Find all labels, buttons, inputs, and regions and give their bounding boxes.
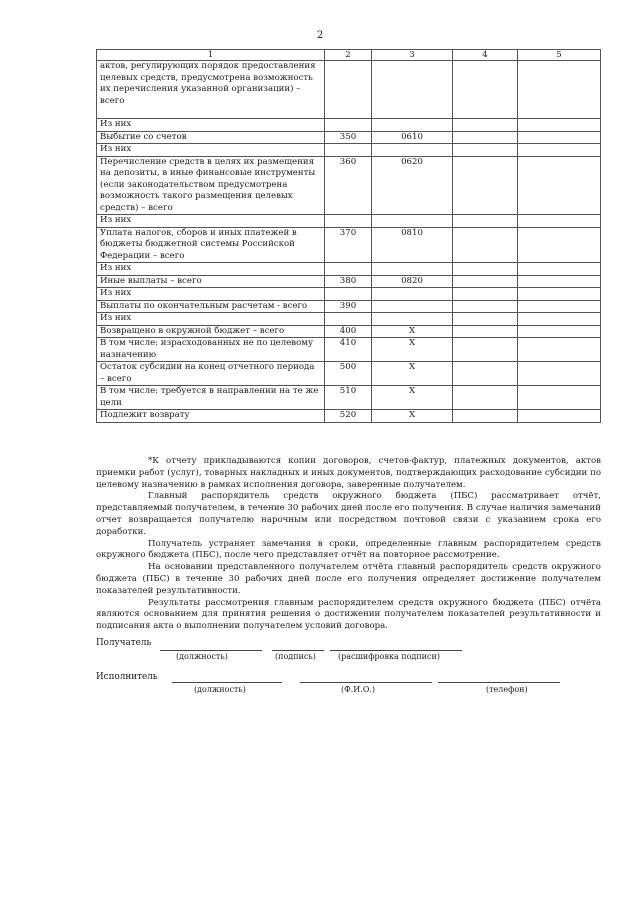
recipient-signature-caption: (подпись) (275, 652, 316, 661)
recipient-position-caption: (должность) (176, 652, 228, 661)
executor-phone-caption: (телефон) (486, 685, 528, 694)
report-table (96, 49, 601, 423)
row-name: Из них (97, 313, 325, 326)
row-line-code: 500 (325, 362, 372, 386)
row-value-5 (518, 362, 601, 386)
table-row (97, 144, 601, 157)
row-line-code (325, 119, 372, 132)
table-row (97, 410, 601, 423)
row-value-4 (453, 300, 518, 313)
row-value-5 (518, 156, 601, 215)
table-row (97, 288, 601, 301)
row-value-4 (453, 156, 518, 215)
row-name: Из них (97, 263, 325, 276)
row-value-5 (518, 410, 601, 423)
row-value-4 (453, 227, 518, 263)
executor-label: Исполнитель (96, 672, 158, 682)
row-name: Подлежит возврату (97, 410, 325, 423)
row-value-5 (518, 338, 601, 362)
row-value-5 (518, 288, 601, 301)
table-row (97, 362, 601, 386)
executor-position-caption: (должность) (194, 685, 246, 694)
row-line-code (325, 288, 372, 301)
header-col-2: 2 (325, 50, 372, 61)
row-name: Выбытие со счетов (97, 131, 325, 144)
row-kosgu-code: 0610 (372, 131, 453, 144)
table-row (97, 386, 601, 410)
table-header-row (97, 50, 601, 61)
row-name: Остаток субсидии на конец отчетного периода – всего (97, 362, 325, 386)
note-assessment: На основании представленного получателем отчёта главный распорядитель средств окружного бюджета (ПБС) в течение 30 рабочих дней после его получения определяет достижение получателем показателей результативности. (96, 562, 601, 596)
row-line-code: 410 (325, 338, 372, 362)
row-kosgu-code (372, 119, 453, 132)
row-line-code (325, 144, 372, 157)
row-line-code: 520 (325, 410, 372, 423)
row-kosgu-code: X (372, 410, 453, 423)
table-row (97, 215, 601, 228)
row-name: Возвращено в окружной бюджет – всего (97, 325, 325, 338)
row-kosgu-code (372, 215, 453, 228)
recipient-label: Получатель (96, 638, 152, 648)
row-line-code: 400 (325, 325, 372, 338)
row-line-code: 380 (325, 275, 372, 288)
row-kosgu-code: X (372, 325, 453, 338)
executor-phone-line[interactable] (438, 682, 560, 683)
header-col-3: 3 (372, 50, 453, 61)
row-value-4 (453, 313, 518, 326)
row-name: Перечисление средств в целях их размещения на депозиты, в иные финансовые инструменты (если законодательством предусмотрена возможность такого размещения целевых средств) – всего (97, 156, 325, 215)
row-name: Уплата налогов, сборов и иных платежей в бюджеты бюджетной системы Российской Федерации – всего (97, 227, 325, 263)
notes-section (96, 456, 601, 633)
row-value-4 (453, 131, 518, 144)
row-name: Из них (97, 119, 325, 132)
row-value-4 (453, 61, 518, 119)
table-row (97, 227, 601, 263)
row-value-4 (453, 386, 518, 410)
table-row (97, 131, 601, 144)
row-value-5 (518, 300, 601, 313)
row-kosgu-code: X (372, 362, 453, 386)
row-line-code: 370 (325, 227, 372, 263)
row-line-code: 390 (325, 300, 372, 313)
row-name: Выплаты по окончательным расчетам - всего (97, 300, 325, 313)
header-col-4: 4 (453, 50, 518, 61)
row-line-code: 350 (325, 131, 372, 144)
row-line-code (325, 215, 372, 228)
row-value-5 (518, 275, 601, 288)
row-value-4 (453, 325, 518, 338)
row-line-code (325, 263, 372, 276)
table-row (97, 263, 601, 276)
row-value-4 (453, 338, 518, 362)
row-kosgu-code (372, 300, 453, 313)
row-value-5 (518, 263, 601, 276)
row-line-code (325, 313, 372, 326)
row-value-4 (453, 410, 518, 423)
row-kosgu-code (372, 313, 453, 326)
row-value-5 (518, 61, 601, 119)
row-value-5 (518, 119, 601, 132)
row-kosgu-code: X (372, 386, 453, 410)
executor-name-caption: (Ф.И.О.) (341, 685, 376, 694)
row-value-5 (518, 144, 601, 157)
table-row (97, 325, 601, 338)
row-kosgu-code (372, 144, 453, 157)
note-corrections: Получатель устраняет замечания в сроки, определенные главным распорядителем средств окружного бюджета (ПБС), после чего представляет отчёт на повторное рассмотрение. (96, 538, 601, 561)
row-value-4 (453, 263, 518, 276)
recipient-name-line[interactable] (330, 650, 462, 651)
row-kosgu-code (372, 263, 453, 276)
row-line-code (325, 61, 372, 119)
table-row (97, 300, 601, 313)
row-value-5 (518, 313, 601, 326)
row-line-code: 360 (325, 156, 372, 215)
table-row (97, 156, 601, 215)
row-value-4 (453, 362, 518, 386)
row-kosgu-code (372, 61, 453, 119)
table-row (97, 119, 601, 132)
row-value-4 (453, 119, 518, 132)
executor-name-line[interactable] (300, 682, 432, 683)
row-name: Иные выплаты – всего (97, 275, 325, 288)
header-col-1: 1 (97, 50, 325, 61)
recipient-name-caption: (расшифровка подписи) (338, 652, 440, 661)
table-row (97, 338, 601, 362)
recipient-position-line[interactable] (160, 650, 262, 651)
row-name: Из них (97, 215, 325, 228)
row-line-code: 510 (325, 386, 372, 410)
row-kosgu-code: 0620 (372, 156, 453, 215)
row-name: актов, регулирующих порядок предоставления целевых средств, предусмотрена возможность их перечисления указанной организации) – всего (97, 61, 325, 119)
row-name: В том числе: требуется в направлении на те же цели (97, 386, 325, 410)
row-value-5 (518, 386, 601, 410)
recipient-signature-line[interactable] (272, 650, 324, 651)
note-results: Результаты рассмотрения главным распорядителем средств окружного бюджета (ПБС) отчёта являются основанием для принятия решения о достижении получателем показателей результативности и подписания акта о выполнении получателем условий договора. (96, 597, 601, 632)
row-value-5 (518, 215, 601, 228)
row-name: Из них (97, 288, 325, 301)
executor-position-line[interactable] (172, 682, 282, 683)
row-value-5 (518, 227, 601, 263)
row-value-4 (453, 288, 518, 301)
row-value-4 (453, 144, 518, 157)
table-row (97, 313, 601, 326)
row-kosgu-code: 0810 (372, 227, 453, 263)
row-name: В том числе: израсходованных не по целевому назначению (97, 338, 325, 362)
row-value-4 (453, 275, 518, 288)
row-value-5 (518, 131, 601, 144)
row-kosgu-code: 0820 (372, 275, 453, 288)
header-col-5: 5 (518, 50, 601, 61)
table-row (97, 61, 601, 119)
row-kosgu-code: X (372, 338, 453, 362)
page-number: 2 (316, 30, 324, 41)
row-value-5 (518, 325, 601, 338)
table-row (97, 275, 601, 288)
row-value-4 (453, 215, 518, 228)
row-name: Из них (97, 144, 325, 157)
footnote-attachments: *К отчету прикладываются копии договоров, счетов-фактур, платежных документов, актов приемки работ (услуг), товарных накладных и иных документов, подтверждающих расходование субсидии по целевому назначению в рамках исполнения договора, заверенные получателем. (96, 456, 601, 490)
note-review: Главный распорядитель средств окружного бюджета (ПБС) рассматривает отчёт, представляемый получателем, в течение 30 рабочих дней после его получения. В случае наличия замечаний отчет возвращается получателю нарочным или посредством почтовой связи с указанием срока его доработки. (96, 491, 601, 537)
row-kosgu-code (372, 288, 453, 301)
